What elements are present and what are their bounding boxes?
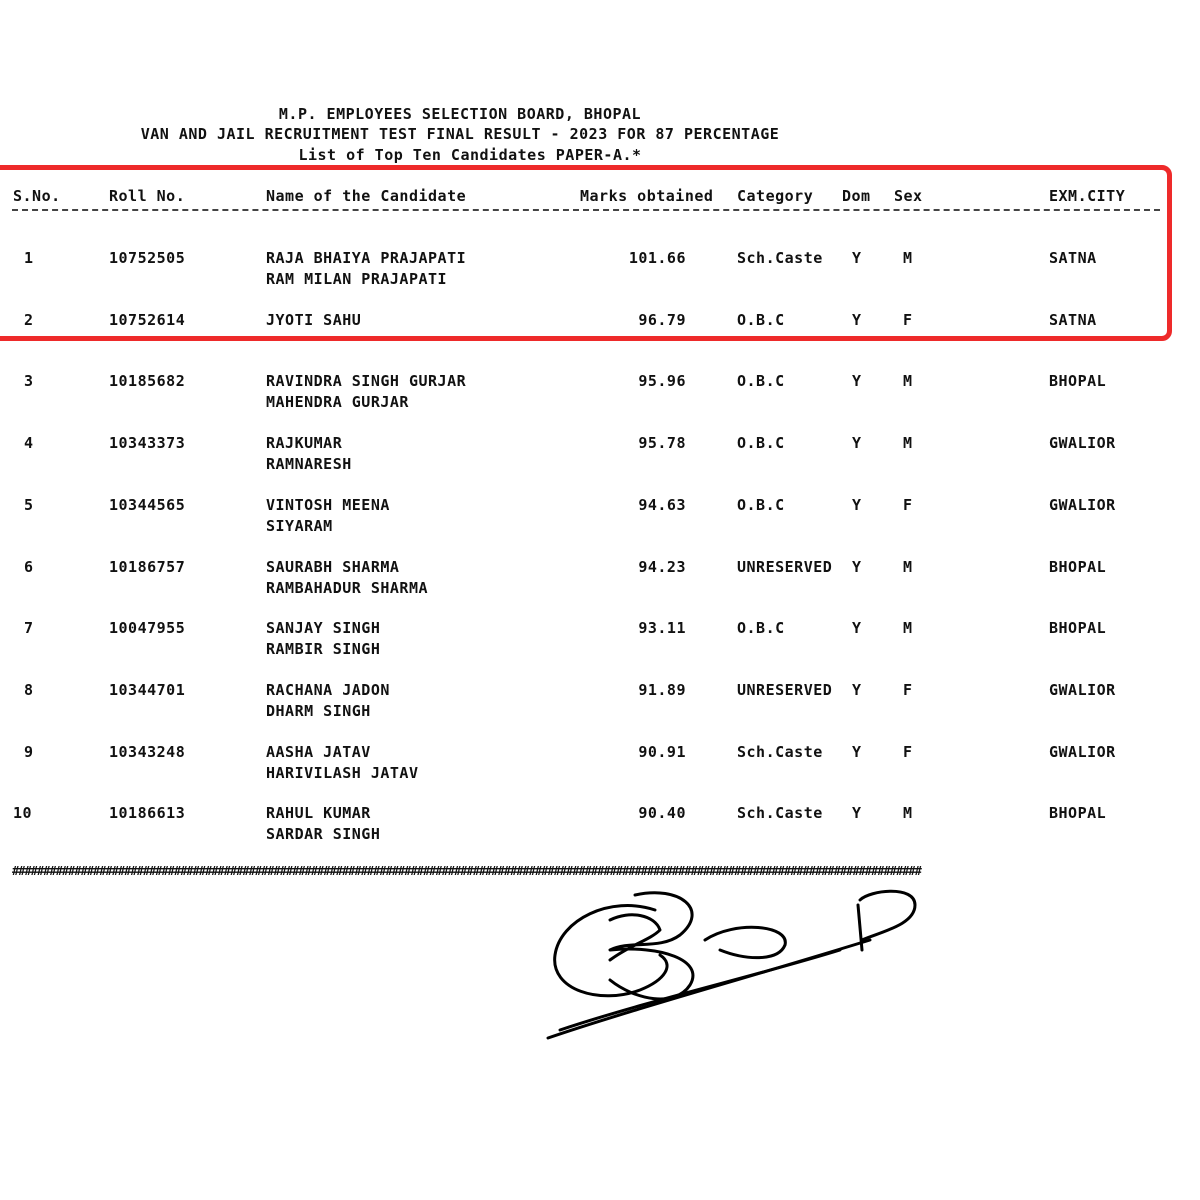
cell-sno: 4 bbox=[24, 434, 34, 453]
col-name: Name of the Candidate bbox=[266, 187, 467, 205]
cell-dom: Y bbox=[852, 495, 862, 514]
cell-category: UNRESERVED bbox=[737, 557, 833, 576]
cell-dom: Y bbox=[852, 680, 862, 699]
cell-roll: 10343373 bbox=[109, 434, 186, 453]
cell-city: GWALIOR bbox=[1049, 434, 1116, 453]
cell-sex: M bbox=[903, 557, 913, 576]
header-divider bbox=[12, 209, 1160, 211]
cell-sno: 1 bbox=[24, 249, 34, 267]
col-sno: S.No. bbox=[13, 187, 61, 205]
cell-marks: 101.66 bbox=[628, 249, 686, 267]
cell-marks: 94.63 bbox=[638, 495, 686, 514]
cell-sno: 8 bbox=[24, 680, 34, 699]
cell-marks: 96.79 bbox=[638, 310, 686, 329]
cell-roll: 10343248 bbox=[109, 742, 186, 761]
col-roll: Roll No. bbox=[109, 187, 186, 205]
signature-icon bbox=[540, 880, 940, 1050]
cell-sex: M bbox=[903, 372, 913, 391]
cell-father-name: DHARM SINGH bbox=[266, 701, 371, 720]
cell-father-name: SIYARAM bbox=[266, 516, 333, 535]
cell-city: BHOPAL bbox=[1049, 804, 1107, 823]
cell-name: JYOTI SAHU bbox=[266, 310, 362, 329]
result-title: VAN AND JAIL RECRUITMENT TEST FINAL RESULT - 2023 FOR 87 PERCENTAGE bbox=[140, 125, 780, 143]
cell-marks: 90.40 bbox=[638, 804, 686, 823]
cell-father-name: RAMBIR SINGH bbox=[266, 640, 381, 659]
cell-sex: F bbox=[903, 680, 913, 699]
cell-name: RAVINDRA SINGH GURJAR bbox=[266, 372, 467, 391]
col-marks: Marks obtained bbox=[580, 187, 714, 205]
cell-father-name: MAHENDRA GURJAR bbox=[266, 393, 409, 412]
cell-category: Sch.Caste bbox=[737, 249, 823, 267]
cell-sex: M bbox=[903, 804, 913, 823]
cell-name: SAURABH SHARMA bbox=[266, 557, 400, 576]
cell-sno: 7 bbox=[24, 619, 34, 638]
cell-dom: Y bbox=[852, 434, 862, 453]
cell-name: SANJAY SINGH bbox=[266, 619, 381, 638]
cell-name: RACHANA JADON bbox=[266, 680, 390, 699]
cell-father-name: HARIVILASH JATAV bbox=[266, 763, 419, 782]
cell-roll: 10186613 bbox=[109, 804, 186, 823]
col-category: Category bbox=[737, 187, 814, 205]
cell-roll: 10344565 bbox=[109, 495, 186, 514]
cell-father-name: RAM MILAN PRAJAPATI bbox=[266, 270, 448, 288]
cell-city: SATNA bbox=[1049, 249, 1097, 267]
cell-category: O.B.C bbox=[737, 310, 785, 329]
cell-sex: F bbox=[903, 742, 913, 761]
cell-category: UNRESERVED bbox=[737, 680, 833, 699]
cell-city: GWALIOR bbox=[1049, 742, 1116, 761]
cell-category: Sch.Caste bbox=[737, 804, 823, 823]
cell-name: RAJA BHAIYA PRAJAPATI bbox=[266, 249, 467, 267]
cell-roll: 10344701 bbox=[109, 680, 186, 699]
cell-roll: 10047955 bbox=[109, 619, 186, 638]
cell-marks: 94.23 bbox=[638, 557, 686, 576]
cell-city: GWALIOR bbox=[1049, 495, 1116, 514]
cell-roll: 10752505 bbox=[109, 249, 186, 267]
cell-sex: M bbox=[903, 249, 913, 267]
list-subtitle: List of Top Ten Candidates PAPER-A.* bbox=[298, 146, 642, 164]
cell-roll: 10752614 bbox=[109, 310, 186, 329]
cell-dom: Y bbox=[852, 804, 862, 823]
cell-category: O.B.C bbox=[737, 434, 785, 453]
cell-category: O.B.C bbox=[737, 495, 785, 514]
cell-dom: Y bbox=[852, 372, 862, 391]
cell-name: VINTOSH MEENA bbox=[266, 495, 390, 514]
cell-city: BHOPAL bbox=[1049, 619, 1107, 638]
cell-father-name: SARDAR SINGH bbox=[266, 825, 381, 844]
cell-sno: 9 bbox=[24, 742, 34, 761]
cell-father-name: RAMNARESH bbox=[266, 455, 352, 474]
cell-category: Sch.Caste bbox=[737, 742, 823, 761]
cell-sex: M bbox=[903, 619, 913, 638]
cell-sex: F bbox=[903, 310, 913, 329]
cell-marks: 95.78 bbox=[638, 434, 686, 453]
footer-separator: ################################################################################################################################################## bbox=[12, 864, 921, 878]
cell-sno: 5 bbox=[24, 495, 34, 514]
cell-city: SATNA bbox=[1049, 310, 1097, 329]
cell-sno: 2 bbox=[24, 310, 34, 329]
cell-sno: 10 bbox=[13, 804, 33, 823]
cell-dom: Y bbox=[852, 310, 862, 329]
cell-marks: 91.89 bbox=[638, 680, 686, 699]
cell-roll: 10186757 bbox=[109, 557, 186, 576]
cell-name: RAHUL KUMAR bbox=[266, 804, 371, 823]
cell-dom: Y bbox=[852, 619, 862, 638]
cell-city: BHOPAL bbox=[1049, 372, 1107, 391]
cell-city: GWALIOR bbox=[1049, 680, 1116, 699]
board-title: M.P. EMPLOYEES SELECTION BOARD, BHOPAL bbox=[278, 105, 642, 123]
col-sex: Sex bbox=[894, 187, 923, 205]
cell-roll: 10185682 bbox=[109, 372, 186, 391]
cell-dom: Y bbox=[852, 557, 862, 576]
cell-father-name: RAMBAHADUR SHARMA bbox=[266, 578, 429, 597]
col-city: EXM.CITY bbox=[1049, 187, 1126, 205]
cell-name: RAJKUMAR bbox=[266, 434, 343, 453]
cell-dom: Y bbox=[852, 249, 862, 267]
cell-sno: 6 bbox=[24, 557, 34, 576]
cell-sex: F bbox=[903, 495, 913, 514]
cell-sex: M bbox=[903, 434, 913, 453]
cell-city: BHOPAL bbox=[1049, 557, 1107, 576]
cell-sno: 3 bbox=[24, 372, 34, 391]
cell-name: AASHA JATAV bbox=[266, 742, 371, 761]
cell-marks: 90.91 bbox=[638, 742, 686, 761]
cell-marks: 95.96 bbox=[638, 372, 686, 391]
cell-category: O.B.C bbox=[737, 619, 785, 638]
cell-category: O.B.C bbox=[737, 372, 785, 391]
cell-dom: Y bbox=[852, 742, 862, 761]
col-dom: Dom bbox=[842, 187, 871, 205]
cell-marks: 93.11 bbox=[638, 619, 686, 638]
